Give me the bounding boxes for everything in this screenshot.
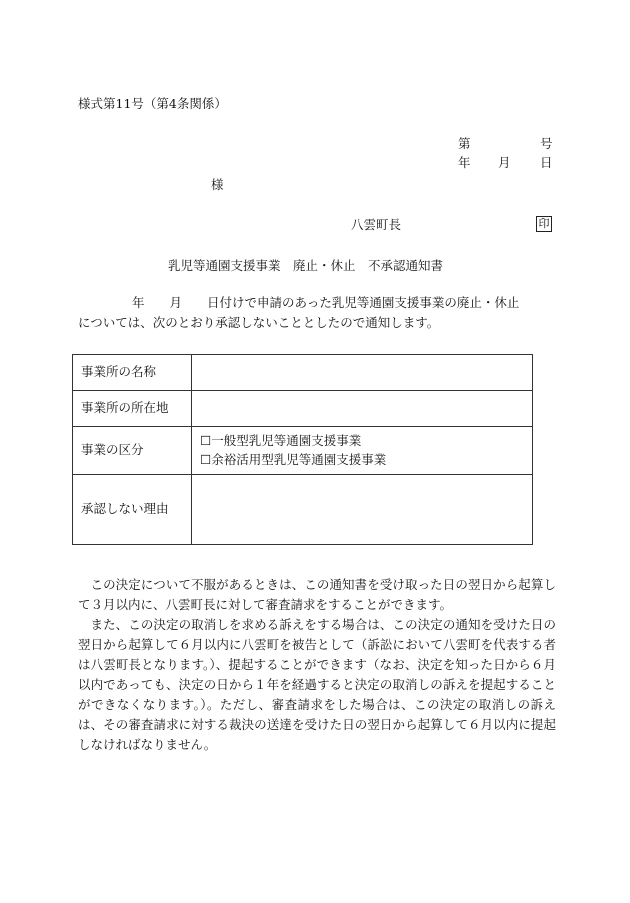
form-number: 様式第11号（第4条関係） xyxy=(78,96,227,111)
row-label-business-category: 事業の区分 xyxy=(73,427,192,475)
appeal-notice-paragraph: この決定について不服があるときは、この通知書を受け取った日の翌日から起算して３月以内に、八雲町長に対して審査請求をすることができます。 xyxy=(78,577,556,612)
info-table xyxy=(72,354,533,545)
intro-line-1: 年 月 日付けで申請のあった乳児等通園支援事業の廃止・休止 xyxy=(132,295,520,310)
option-surplus-type[interactable]: ☐余裕活用型乳児等通園支援事業 xyxy=(200,451,387,467)
table-row xyxy=(73,391,533,427)
lawsuit-notice-paragraph: また、この決定の取消しを求める訴えをする場合は、この決定の通知を受けた日の翌日から起算して６月以内に八雲町を被告として（訴訟において八雲町を代表する者は八雲町長となります。）、提起することができます（なお、決定を知った日から６月以内であっても、決定の日から１年を経過すると決定の取消しの訴えを提起することができなくなります。）。ただし、審査請求をした場合は、この決定の取消しの訴えは、その審査請求に対する裁決の送達を受けた日の翌日から起算して６月以内に提起しなければなりません。 xyxy=(78,617,556,752)
reason-field[interactable] xyxy=(192,475,533,545)
issuer-name: 八雲町長 xyxy=(351,217,402,232)
table-row xyxy=(73,355,533,391)
date-day: 日 xyxy=(540,155,553,170)
table-row xyxy=(73,427,533,475)
row-label-facility-address: 事業所の所在地 xyxy=(73,391,192,427)
option-general-type[interactable]: ☐一般型乳児等通園支援事業 xyxy=(200,433,362,449)
business-category-options xyxy=(192,427,533,475)
row-label-reason: 承認しない理由 xyxy=(73,475,192,545)
seal-mark: 印 xyxy=(536,216,552,232)
document-title: 乳児等通園支援事業 廃止・休止 不承認通知書 xyxy=(168,258,444,273)
facility-address-field[interactable] xyxy=(192,391,533,427)
row-label-facility-name: 事業所の名称 xyxy=(73,355,192,391)
addressee-suffix: 様 xyxy=(211,177,224,192)
date-month: 月 xyxy=(498,155,511,170)
doc-number-suffix: 号 xyxy=(540,136,553,151)
date-year: 年 xyxy=(458,155,471,170)
table-row xyxy=(73,475,533,545)
intro-line-2: については、次のとおり承認しないこととしたので通知します。 xyxy=(78,315,440,330)
doc-number-label: 第 xyxy=(458,136,471,151)
facility-name-field[interactable] xyxy=(192,355,533,391)
